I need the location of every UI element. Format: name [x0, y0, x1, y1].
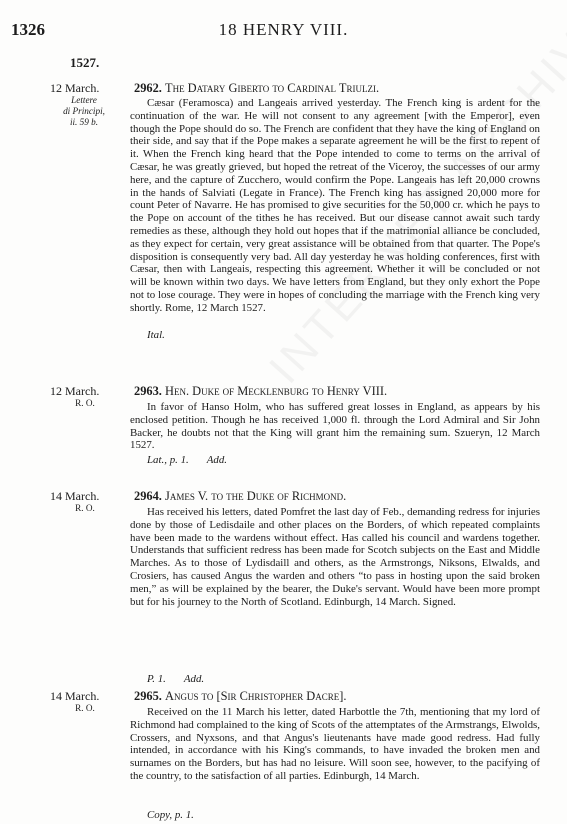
running-title: 18 HENRY VIII.	[218, 20, 349, 39]
entry-heading	[134, 689, 346, 704]
page-number: 1326	[11, 20, 45, 39]
entry-date: 12 March.	[50, 81, 100, 95]
source-reference	[61, 703, 109, 714]
page-header	[0, 14, 567, 40]
entry-notes	[147, 673, 204, 685]
source-reference	[61, 398, 109, 409]
entry-body: Received on the 11 March his letter, dated Harbottle the 7th, mentioning that my lord of Richmond had complained to the king of Scots of the attemptates of the Armstrangs, Elwolds, Crossers, and Nyxsons, and that Angus's lieutenants have made good redress. Had fully intended, in accordance with his King's commands, to have invaded the broken men and surnames on the Borders, but has had no leisure. Will soon see, however, to the pacifying of the country, to the satisfaction of all parties. Edinburgh, 14 March.	[130, 706, 540, 782]
entry-title: Angus to [Sir Christopher Dacre].	[165, 689, 347, 703]
source-reference	[61, 503, 109, 514]
entry-notes	[147, 454, 227, 466]
entry-body: In favor of Hanso Holm, who has suffered great losses in England, as appears by his enclosed petition. Though he has received 1,000 fl. through the Lord Admiral and Sir John Backer, he doubts not that the King will grant him the remaining sum. Szueryn, 12 March 1527.	[130, 401, 540, 452]
entry-date: 12 March.	[50, 384, 100, 398]
source-line: R. O.	[75, 398, 95, 408]
entry-heading	[134, 489, 346, 504]
source-line: R. O.	[75, 703, 95, 713]
entry-heading	[134, 81, 379, 96]
entry-number: 2963.	[134, 384, 162, 398]
entry-note: Ital.	[147, 329, 165, 341]
entry-note: Add.	[183, 673, 205, 685]
source-line: ii. 59 b.	[69, 117, 99, 127]
entry-body: Cæsar (Feramosca) and Langeais arrived yesterday. The French king is ardent for the continuation of the war. He will not consent to any agreement [with the Emperor], even though the Pope should do so. The French are confident that they have the king of England on their side, and say that if the Pope makes a separate agreement he will be the first to repent of it. When the French king heard that the Pope intended to come to terms on the arrival of Cæsar, he was greatly grieved, but hoped the retreat of the Viceroy, the successes of our army here, and the capture of Zucchero, would confirm the Pope. Langeais has left 20,000 crowns in the hands of Salviati (Legate in France). The French king has assigned 20,000 more for count Peter of Navarre. He has promised to give securities for the 50,000 cr. which he pays to the Pope on account of the tithes he has received. But our disease cannot await such tardy remedies as these, although they hold out hopes that if the matrimonial alliance be concluded, as they expect for certain, very great assistance will be obtained from that quarter. The Pope's disposition is consequently very bad. All day yesterday he was holding conferences, first with Cæsar, then with Langeais, respecting this agreement. Whether it will be concluded or not will be known within two days. We have letters from England, but they only exhort the Pope not to lose courage. They were in hopes of concluding the marriage with the French king very shortly. Rome, 12 March 1527.	[130, 97, 540, 314]
entry-date: 14 March.	[50, 489, 100, 503]
entry-title: The Datary Giberto to Cardinal Triulzi.	[165, 81, 380, 95]
entry-date: 14 March.	[50, 689, 100, 703]
source-reference	[48, 95, 120, 128]
entry-title: James V. to the Duke of Richmond.	[165, 489, 347, 503]
source-line: R. O.	[75, 503, 95, 513]
entry-heading	[134, 384, 387, 399]
source-line: Lettere	[71, 95, 97, 105]
entry-note: P. 1.	[147, 673, 166, 685]
year-heading: 1527.	[70, 55, 100, 70]
entry-number: 2962.	[134, 81, 162, 95]
entry-note: Add.	[206, 454, 228, 466]
entry-title: Hen. Duke of Mecklenburg to Henry VIII.	[165, 384, 388, 398]
source-line: di Principi,	[63, 106, 105, 116]
entry-note: Lat., p. 1.	[147, 454, 189, 466]
entry-note: Copy, p. 1.	[147, 809, 194, 821]
entry-body: Has received his letters, dated Pomfret the last day of Feb., demanding redress for injuries done by those of Ledisdaile and other places on the Borders, of which repeated complaints have been made to the wardens without effect. Has called his council and wardens together. Understands that sufficient redress has been made for Scotch subjects on the East and Middle Marches. As to those of Lydisdaill and others, as the Armstrongs, Niksons, Elwalds, and Crosiers, has caused Angus the warden and others “to pass in hosting upon the said broken men,” as will be explained by the bearer, the Duke's servant. Would have been more prompt but for his journey to the North of Scotland. Edinburgh, 14 March. Signed.	[130, 506, 540, 608]
entry-number: 2965.	[134, 689, 162, 703]
entry-number: 2964.	[134, 489, 162, 503]
